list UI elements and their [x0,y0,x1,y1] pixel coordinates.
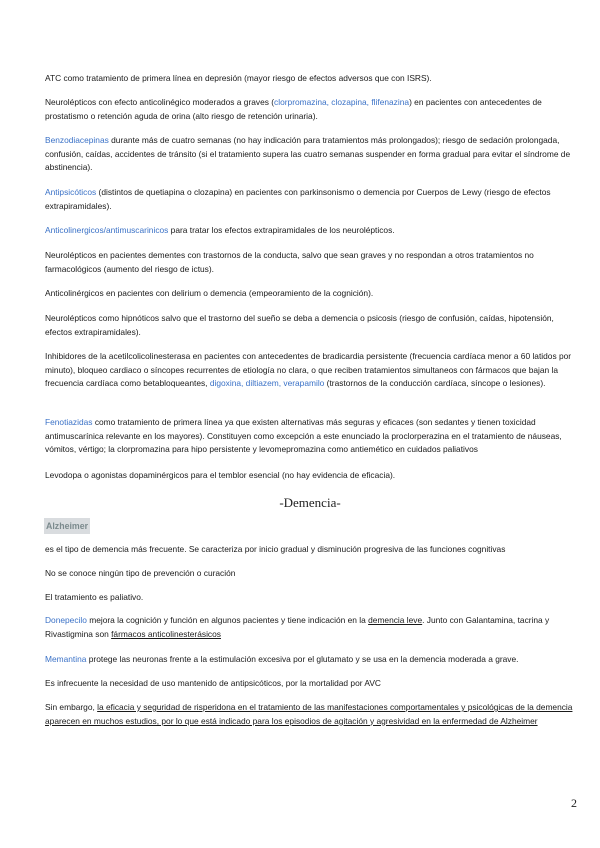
highlighted-term: clorpromazina, clozapina, flifenazina [274,97,410,107]
text-run: Anticolinérgicos en pacientes con delirium o demencia (empeoramiento de la cognición). [45,288,374,298]
paragraph-inhibidores-acetilcolinesterasa [45,350,580,391]
text-run: protege las neuronas frente a la estimulación excesiva por el glutamato y se usa en la demencia moderada a grave. [86,654,519,664]
text-run: Neurolépticos en pacientes dementes con trastornos de la conducta, salvo que sean graves y no respondan a otros tratamientos no farmacológicos (aumento del riesgo de ictus). [45,250,534,274]
text-run: Sin embargo, [45,702,98,712]
text-run: Levodopa o agonistas dopaminérgicos para el temblor esencial (no hay evidencia de eficacia). [45,470,396,480]
paragraph-donepecilo [45,614,580,641]
underlined-text: fármacos anticolinesterásicos [111,628,221,639]
text-run: El tratamiento es paliativo. [45,592,144,602]
text-run: Inhibidores de la acetilcolicolinesterasa en pacientes con antecedentes de bradicardia persistente (frecuencia cardíaca menor a 60 latidos por minuto), bloqueo cardiaco o síncopes recurrentes de etiología no clara, o que reciben tratamientos simultaneos con fármacos que bajan la frecuencia cardíaca como betabloqueantes, [45,351,572,389]
page-number: 2 [571,796,577,810]
paragraph-neurolepticos-dementes [45,249,580,276]
paragraph-prevencion [45,567,580,581]
paragraph-anticolinergicos-antimuscarinicos [45,224,580,238]
text-run: para tratar los efectos extrapiramidales de los neurolépticos. [168,225,395,235]
paragraph-neurolepticos-anticolinergicos [45,96,580,123]
paragraph-fenotiazidas [45,416,580,457]
highlighted-term: Fenotiazidas [45,417,93,427]
underlined-text: la eficacia y seguridad de risperidona en el tratamiento de las manifestaciones comportamentales y psicológicas de la demencia aparecen en muchos estudios, por lo que está indicado para los episodios de agitación y agresividad en la enfermedad de Alzheimer [45,702,573,726]
text-run: Neurolépticos como hipnóticos salvo que el trastorno del sueño se deba a demencia o psicosis (riesgo de confusión, caídas, hipotensión, efectos extrapiramidales). [45,313,554,337]
paragraph-memantina [45,653,580,667]
paragraph-risperidona [45,701,580,728]
paragraph-alzheimer-definition [45,543,580,557]
text-run: Neurolépticos con efecto anticolinégico moderados a graves ( [45,97,275,107]
text-run: . Junto con Galantamina, tacrina y Rivastigmina son [45,615,550,639]
highlighted-term: digoxina, diltiazem, verapamilo [209,378,325,389]
text-run: (trastornos de la conducción cardíaca, síncope o lesiones). [324,378,546,389]
text-run: durante más de cuatro semanas (no hay indicación para tratamientos más prolongados); riesgo de sedación prolongada, confusión, caídas, accidentes de tránsito (si el tratamiento supera las cuatro semanas suspender en forma gradual para evitar el síndrome de abstinencia). [45,135,571,173]
highlighted-term: Benzodiacepinas [45,135,109,145]
paragraph-atc [45,72,580,86]
paragraph-tratamiento-paliativo [45,591,580,605]
paragraph-benzodiacepinas [45,134,580,175]
text-run: No se conoce ningún tipo de prevención o curación [45,568,236,578]
paragraph-antipsicoticos [45,186,580,213]
text-run: Es infrecuente la necesidad de uso mantenido de antipsicóticos, por la mortalidad por AVC [45,678,381,688]
text-run: ) en pacientes con antecedentes de prostatismo o retención aguda de orina (alto riesgo de retención urinaria). [45,97,542,121]
section-heading: -Demencia- [279,495,341,510]
underlined-text: demencia leve [368,615,423,625]
text-run: ATC como tratamiento de primera línea en depresión (mayor riesgo de efectos adversos que con ISRS). [45,73,432,83]
text-run: (distintos de quetiapina o clozapina) en pacientes con parkinsonismo o demencia por Cuerpos de Lewy (riesgo de efectos extrapiramidales). [45,187,551,211]
section-tag-alzheimer: Alzheimer [44,518,90,534]
text-run: mejora la cognición y función en algunos pacientes y tiene indicación en la [86,615,369,625]
text-run: como tratamiento de primera línea ya que existen alternativas más seguras y eficaces (son sedantes y tienen toxicidad antimuscarínica relevante en los mayores). Constituyen como excepción a este enunciado la proclorperazina en el tratamiento de náuseas, vómitos, vértigo; la clorpromazina para hipo persistente y levomepromazina como antiemético en cuidados paliativos [45,417,562,455]
paragraph-neurolepticos-hipnoticos [45,312,580,339]
highlighted-term: Anticolinergicos/antimuscarinicos [45,225,169,235]
text-run: es el tipo de demencia más frecuente. Se caracteriza por inicio gradual y disminución progresiva de las funciones cognitivas [45,544,506,554]
highlighted-term: Memantina [45,654,87,664]
highlighted-term: Donepecilo [45,615,87,625]
paragraph-antipsicoticos-avc [45,677,580,691]
highlighted-term: Antipsicóticos [45,187,97,197]
paragraph-anticolinergicos-delirium [45,287,580,301]
paragraph-levodopa [45,469,580,483]
